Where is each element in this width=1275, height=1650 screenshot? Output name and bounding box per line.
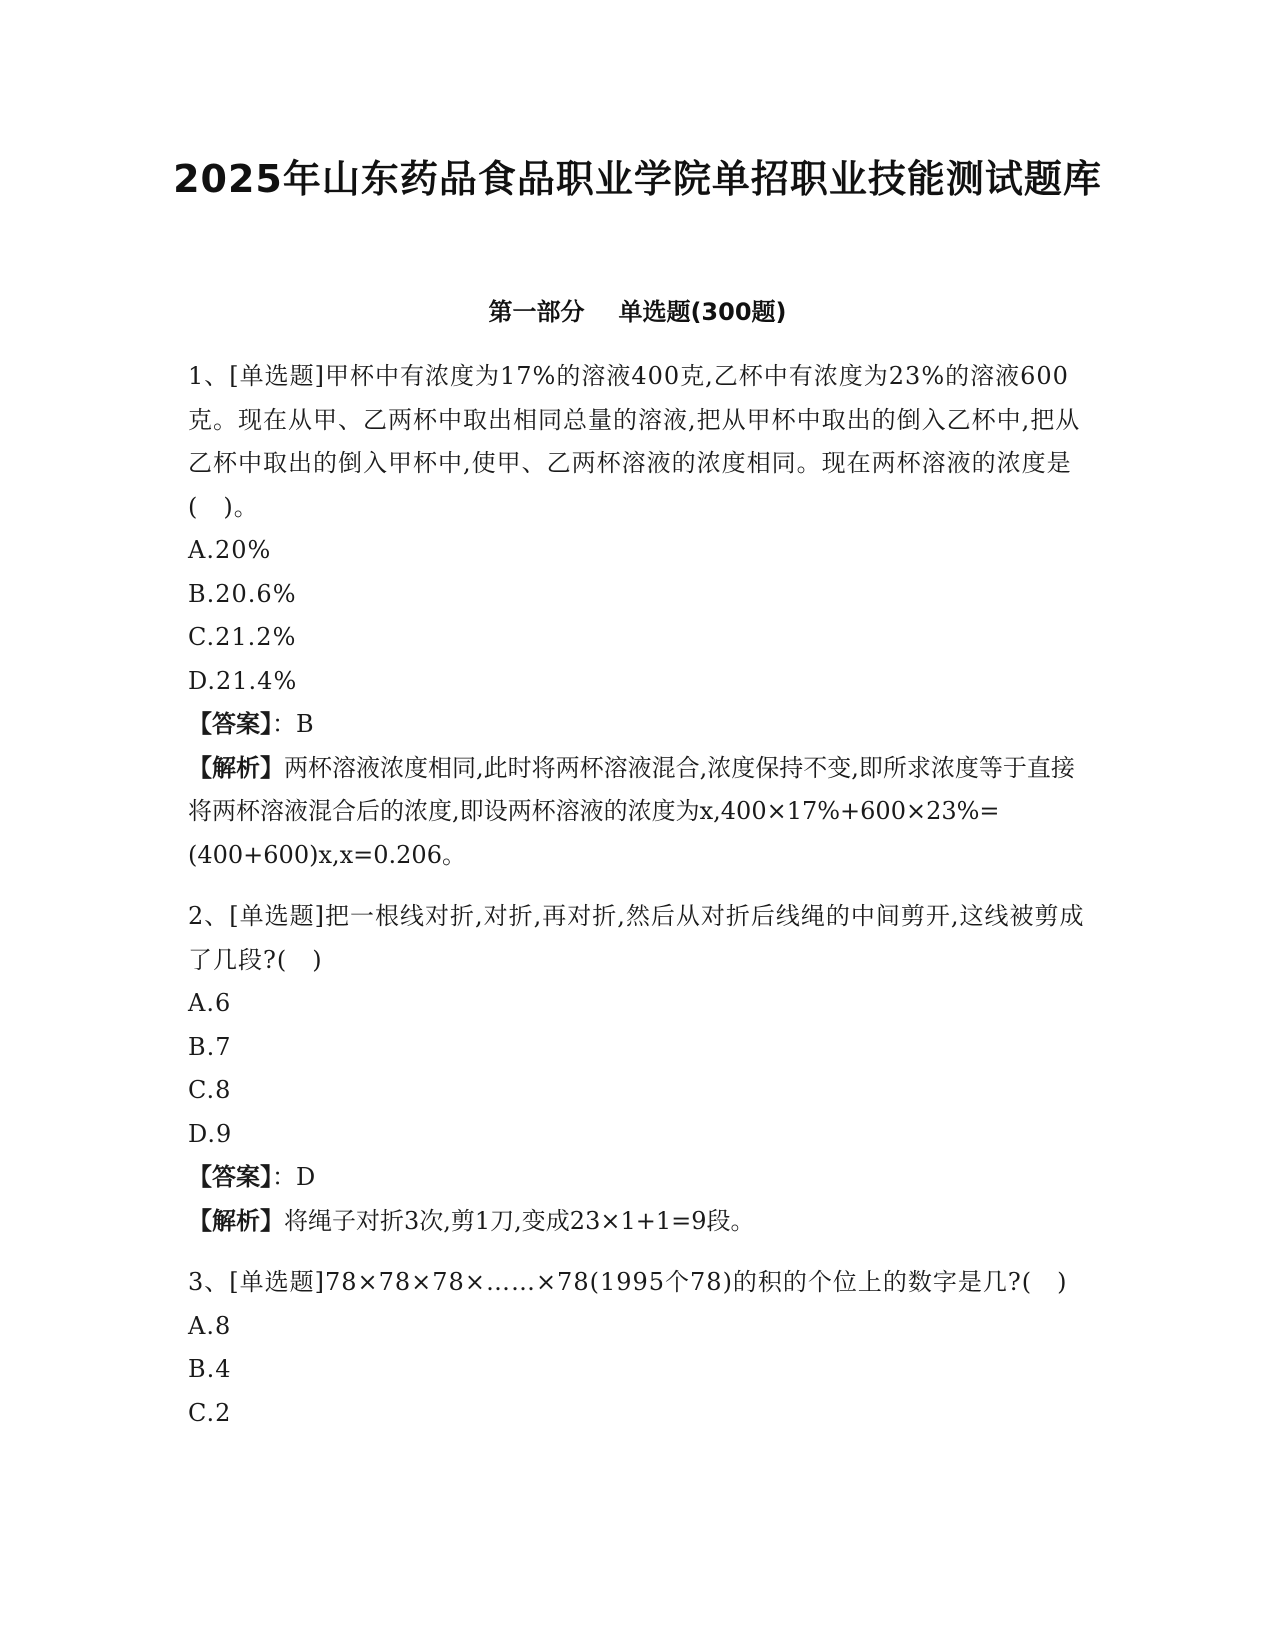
answer-label: 【答案】 bbox=[188, 1163, 272, 1191]
question-item bbox=[188, 355, 1088, 877]
question-item bbox=[188, 1261, 1088, 1435]
answer-label: 【答案】 bbox=[188, 710, 272, 738]
analysis-line bbox=[188, 1200, 1088, 1244]
option-b: B.7 bbox=[188, 1032, 232, 1061]
section-name: 单选题(300题) bbox=[618, 298, 787, 326]
question-stem: 1、[单选题]甲杯中有浓度为17%的溶液400克,乙杯中有浓度为23%的溶液600克。现在从甲、乙两杯中取出相同总量的溶液,把从甲杯中取出的倒入乙杯中,把从乙杯中取出的倒入甲杯中,使甲、乙两杯溶液的浓度相同。现在两杯溶液的浓度是( )。 bbox=[188, 362, 1081, 521]
answer-value: ：D bbox=[272, 1163, 316, 1191]
question-item bbox=[188, 895, 1088, 1243]
question-stem: 3、[单选题]78×78×78×……×78(1995个78)的积的个位上的数字是几?( ) bbox=[188, 1268, 1068, 1296]
option-a: A.20% bbox=[188, 536, 272, 564]
option-a: A.6 bbox=[188, 989, 232, 1017]
answer-line bbox=[188, 703, 1088, 747]
analysis-label: 【解析】 bbox=[188, 1206, 284, 1235]
answer-line bbox=[188, 1156, 1088, 1200]
option-c: C.21.2% bbox=[188, 623, 297, 651]
option-b: B.20.6% bbox=[188, 579, 297, 608]
section-heading bbox=[0, 292, 1275, 327]
option-c: C.8 bbox=[188, 1076, 232, 1104]
analysis-text: 两杯溶液浓度相同,此时将两杯溶液混合,浓度保持不变,即所求浓度等于直接将两杯溶液混合后的浓度,即设两杯溶液的浓度为x,400×17%+600×23%=(400+600)x,x=0.206。 bbox=[188, 753, 1075, 869]
option-b: B.4 bbox=[188, 1355, 232, 1383]
section-part: 第一部分 bbox=[488, 298, 585, 326]
document-title: 2025年山东药品食品职业学院单招职业技能测试题库 bbox=[173, 157, 1102, 201]
option-c: C.2 bbox=[188, 1398, 232, 1427]
question-stem: 2、[单选题]把一根线对折,对折,再对折,然后从对折后线绳的中间剪开,这线被剪成了几段?( ) bbox=[188, 902, 1085, 974]
option-d: D.9 bbox=[188, 1119, 233, 1148]
question-list bbox=[188, 355, 1088, 1453]
analysis-text: 将绳子对折3次,剪1刀,变成23×1+1=9段。 bbox=[284, 1206, 755, 1235]
analysis-label: 【解析】 bbox=[188, 753, 284, 782]
option-a: A.8 bbox=[188, 1311, 232, 1340]
analysis-line bbox=[188, 747, 1088, 878]
option-d: D.21.4% bbox=[188, 666, 298, 695]
answer-value: ：B bbox=[272, 710, 314, 738]
